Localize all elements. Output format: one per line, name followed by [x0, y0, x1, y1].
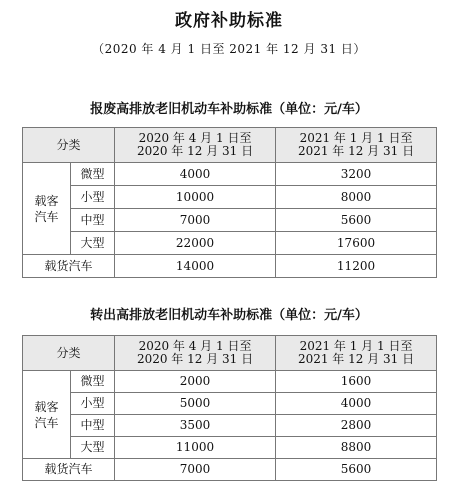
document-title: 政府补助标准 [175, 11, 283, 31]
vehicle-type-cell: 中型 [71, 209, 115, 232]
subsidy-value-cell: 1600 [276, 371, 437, 393]
scrap-table-heading: 报废高排放老旧机动车补助标准（单位：元/车） [90, 102, 368, 117]
table-row [23, 255, 437, 278]
table-header-row [23, 128, 437, 163]
subsidy-value-cell: 5600 [276, 209, 437, 232]
passenger-car-group-label: 载客汽车 [23, 163, 71, 255]
period1-header [115, 336, 276, 371]
transfer-subsidy-table [22, 335, 437, 481]
subsidy-value-cell: 17600 [276, 232, 437, 255]
table-row [23, 437, 437, 459]
subsidy-value-cell: 4000 [115, 163, 276, 186]
vehicle-type-cell: 微型 [71, 163, 115, 186]
subsidy-value-cell: 3500 [115, 415, 276, 437]
period2-header [276, 128, 437, 163]
category-header: 分类 [23, 336, 115, 371]
subsidy-value-cell: 22000 [115, 232, 276, 255]
table-row [23, 393, 437, 415]
period2-line2: 2021 年 12 月 31 日 [297, 144, 415, 158]
subsidy-value-cell: 8000 [276, 186, 437, 209]
subsidy-value-cell: 11000 [115, 437, 276, 459]
vehicle-type-cell: 大型 [71, 232, 115, 255]
table-row [23, 371, 437, 393]
subsidy-value-cell: 4000 [276, 393, 437, 415]
table-row [23, 209, 437, 232]
period1-line1: 2020 年 4 月 1 日至 [138, 339, 252, 353]
passenger-car-group-label: 载客汽车 [23, 371, 71, 459]
table-row [23, 186, 437, 209]
subsidy-value-cell: 10000 [115, 186, 276, 209]
truck-label-cell: 载货汽车 [23, 255, 115, 278]
subsidy-value-cell: 3200 [276, 163, 437, 186]
subsidy-value-cell: 2800 [276, 415, 437, 437]
truck-label-cell: 载货汽车 [23, 459, 115, 481]
table-row [23, 232, 437, 255]
subsidy-value-cell: 7000 [115, 209, 276, 232]
period1-header [115, 128, 276, 163]
subsidy-value-cell: 2000 [115, 371, 276, 393]
period2-line1: 2021 年 1 月 1 日至 [299, 131, 413, 145]
subsidy-value-cell: 14000 [115, 255, 276, 278]
period2-header [276, 336, 437, 371]
period1-line1: 2020 年 4 月 1 日至 [138, 131, 252, 145]
table-row [23, 459, 437, 481]
subsidy-value-cell: 7000 [115, 459, 276, 481]
vehicle-type-cell: 大型 [71, 437, 115, 459]
vehicle-type-cell: 小型 [71, 393, 115, 415]
transfer-table-heading: 转出高排放老旧机动车补助标准（单位：元/车） [90, 308, 368, 323]
subsidy-value-cell: 11200 [276, 255, 437, 278]
vehicle-type-cell: 中型 [71, 415, 115, 437]
table-header-row [23, 336, 437, 371]
table-row [23, 415, 437, 437]
vehicle-type-cell: 微型 [71, 371, 115, 393]
subsidy-value-cell: 5000 [115, 393, 276, 415]
period2-line2: 2021 年 12 月 31 日 [297, 352, 415, 366]
subsidy-value-cell: 8800 [276, 437, 437, 459]
table-row [23, 163, 437, 186]
document-subtitle: （2020 年 4 月 1 日至 2021 年 12 月 31 日） [92, 42, 366, 56]
vehicle-type-cell: 小型 [71, 186, 115, 209]
period2-line1: 2021 年 1 月 1 日至 [299, 339, 413, 353]
scrap-subsidy-table [22, 127, 437, 278]
category-header: 分类 [23, 128, 115, 163]
period1-line2: 2020 年 12 月 31 日 [136, 352, 254, 366]
subsidy-value-cell: 5600 [276, 459, 437, 481]
period1-line2: 2020 年 12 月 31 日 [136, 144, 254, 158]
